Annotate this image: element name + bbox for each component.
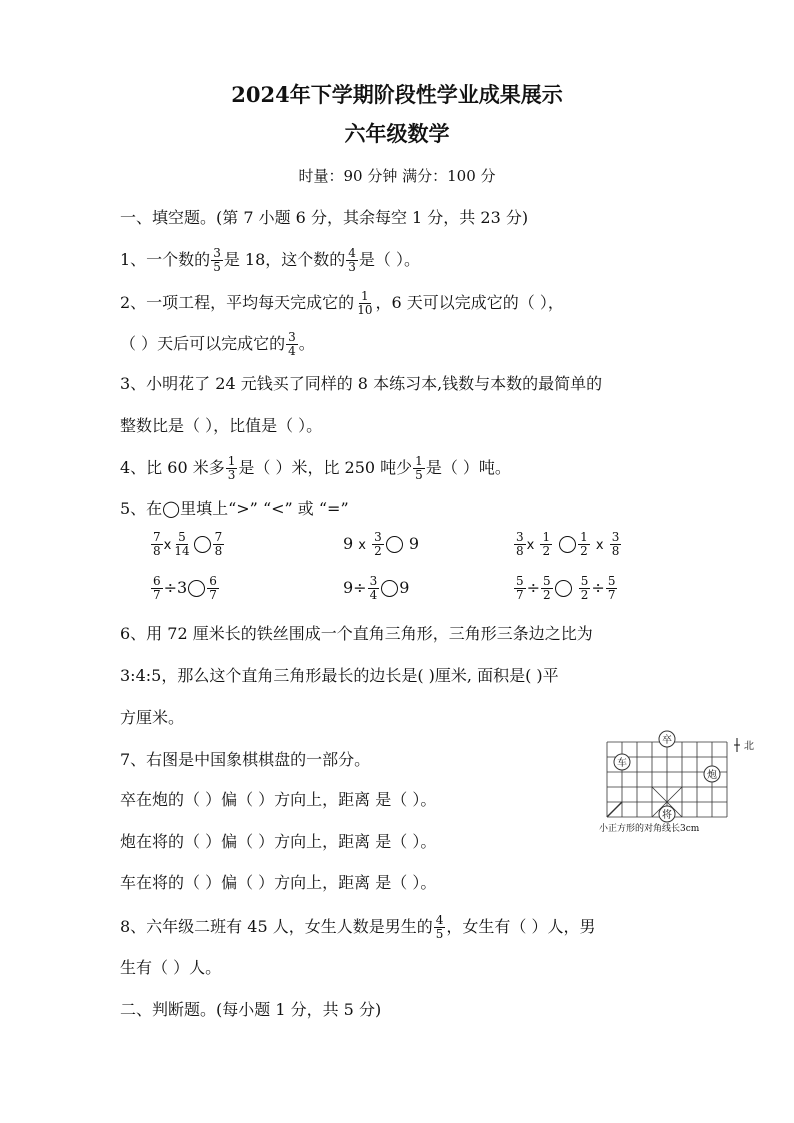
compare-item-1: $\frac{7}{8}$ x $\frac{5}{14}$ $\frac{7}{8}$ bbox=[153, 530, 223, 558]
section2-heading: 二、判断题。(每小题 1 分，共 5 分) bbox=[120, 1000, 382, 1019]
question-7-line-4: 车在将的（ ）偏（ ）方向上，距离 是（ ）。 bbox=[120, 873, 437, 892]
question-3-line-1: 3、小明花了 24 元钱买了同样的 8 本练习本,钱数与本数的最简单的 bbox=[120, 374, 603, 393]
north-label: 北 bbox=[744, 741, 754, 752]
question-7-line-3: 炮在将的（ ）偏（ ）方向上，距离 是（ ）。 bbox=[120, 832, 437, 851]
general-label: 将 bbox=[662, 810, 672, 821]
question-1: 1、一个数的 $\frac{3}{5}$ 是 18，这个数的 $\frac{4}{3}$ 是（ ）。 bbox=[120, 246, 421, 274]
question-2-line-2: （ ）天后可以完成它的 $\frac{3}{4}$ 。 bbox=[120, 330, 315, 358]
answer-circle[interactable] bbox=[559, 536, 576, 553]
compare-item-3: $\frac{3}{8}$ x $\frac{1}{2}$ $\frac{1}{2}$ x $\frac{3}{8}$ bbox=[516, 530, 620, 558]
question-4: 4、比 60 米多 $\frac{1}{3}$ 是（ ）米，比 250 吨少 $\frac{1}{5}$ 是（ ）吨。 bbox=[120, 454, 511, 482]
question-8-line-1: 8、六年级二班有 45 人，女生人数是男生的 $\frac{4}{5}$ ，女生有（ ）人，男 bbox=[120, 913, 596, 941]
section1-heading: 一、填空题。(第 7 小题 6 分，其余每空 1 分，共 23 分) bbox=[120, 208, 529, 227]
compare-item-4: $\frac{6}{7}$ ÷3 $\frac{6}{7}$ bbox=[153, 574, 217, 602]
fraction: $\frac{1}{5}$ bbox=[415, 454, 423, 482]
fraction: $\frac{3}{4}$ bbox=[288, 330, 296, 358]
pawn-label: 卒 bbox=[662, 735, 672, 746]
question-6-line-1: 6、用 72 厘米长的铁丝围成一个直角三角形，三角形三条边之比为 bbox=[120, 624, 593, 643]
question-8-line-2: 生有（ ）人。 bbox=[120, 958, 222, 977]
chess-board-figure bbox=[595, 728, 763, 836]
fraction: $\frac{1}{10}$ bbox=[357, 289, 373, 317]
answer-circle[interactable] bbox=[194, 536, 211, 553]
exam-title: 2024年下学期阶段性学业成果展示 bbox=[231, 82, 563, 107]
answer-circle[interactable] bbox=[188, 580, 205, 597]
cannon-label: 炮 bbox=[707, 770, 717, 781]
fraction: $\frac{4}{3}$ bbox=[348, 246, 356, 274]
question-6-line-2: 3:4:5，那么这个直角三角形最长的边长是( )厘米, 面积是( )平 bbox=[120, 666, 559, 685]
question-7-line-2: 卒在炮的（ ）偏（ ）方向上，距离 是（ ）。 bbox=[120, 790, 437, 809]
answer-circle[interactable] bbox=[381, 580, 398, 597]
compare-item-6: $\frac{5}{7}$ ÷ $\frac{5}{2}$ $\frac{5}{2}$ ÷ $\frac{5}{7}$ bbox=[516, 574, 616, 602]
question-5: 5、在◯里填上“>” “<” 或 “=” bbox=[120, 499, 349, 518]
answer-circle[interactable] bbox=[386, 536, 403, 553]
exam-info: 时量：90 分钟 满分：100 分 bbox=[298, 167, 496, 185]
compare-item-5: 9÷ $\frac{3}{4}$ 9 bbox=[343, 574, 410, 602]
board-caption: 小正方形的对角线长3cm bbox=[599, 824, 700, 834]
chariot-label: 车 bbox=[617, 758, 627, 769]
question-7-line-1: 7、右图是中国象棋棋盘的一部分。 bbox=[120, 750, 371, 769]
fraction: $\frac{4}{5}$ bbox=[435, 913, 444, 941]
question-6-line-3: 方厘米。 bbox=[120, 708, 185, 727]
answer-circle[interactable] bbox=[555, 580, 572, 597]
fraction: $\frac{3}{5}$ bbox=[213, 246, 221, 274]
question-3-line-2: 整数比是（ ），比值是（ ）。 bbox=[120, 416, 323, 435]
compare-item-2: 9 x $\frac{3}{2}$ 9 bbox=[343, 530, 419, 558]
question-2-line-1: 2、一项工程，平均每天完成它的 $\frac{1}{10}$ ，6 天可以完成它的（ ）， bbox=[120, 289, 564, 317]
subject-title: 六年级数学 bbox=[344, 121, 450, 146]
north-arrow-icon bbox=[734, 738, 740, 752]
fraction: $\frac{1}{3}$ bbox=[227, 454, 236, 482]
